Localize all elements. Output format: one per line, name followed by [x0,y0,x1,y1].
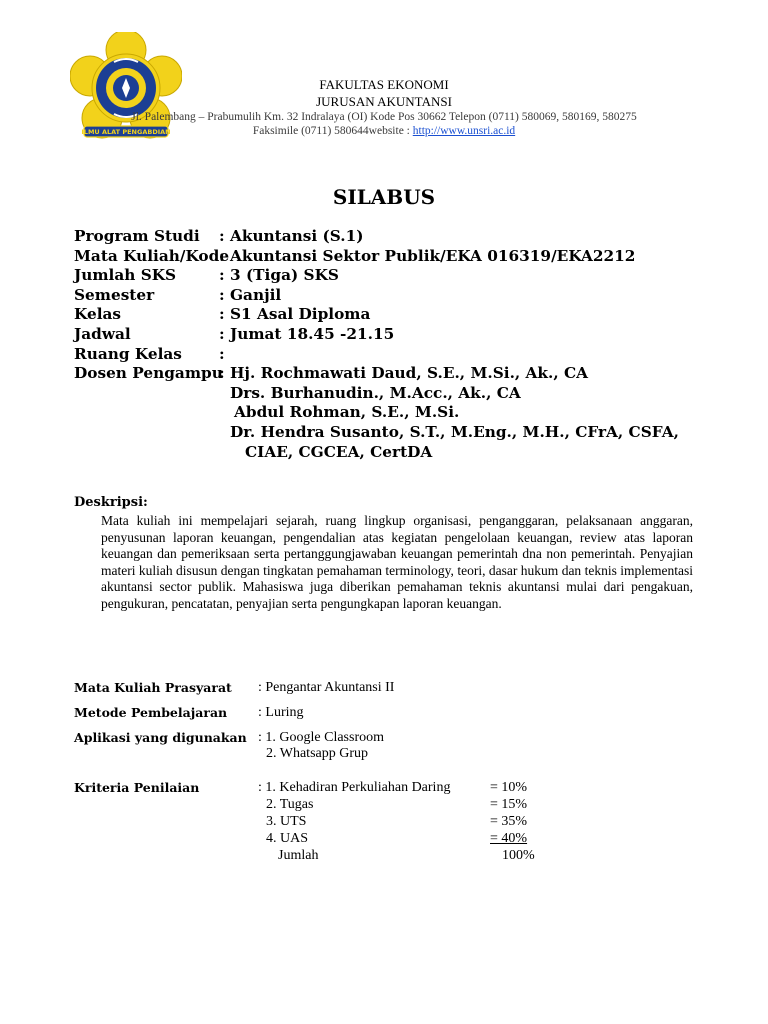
fax-line [0,124,768,139]
dosen-name: Abdul Rohman, S.E., M.Si. [234,403,460,422]
dosen-name: CIAE, CGCEA, CertDA [245,442,433,461]
kriteria-percent: = 40% [490,831,528,846]
dosen-name: Drs. Burhanudin., M.Acc., Ak., CA [230,383,521,402]
metode-label: Metode Pembelajaran [74,705,228,720]
faculty-name: FAKULTAS EKONOMI [319,77,449,92]
info-value: : Hj. Rochmawati Daud, S.E., M.Si., Ak., CA [219,364,589,383]
kriteria-percent: = 35% [490,814,528,829]
info-label: Jadwal [74,324,131,343]
aplikasi-item: 2. Whatsapp Grup [266,746,368,761]
total-label: Jumlah [278,848,319,863]
info-value: : Akuntansi Sektor Publik/EKA 016319/EKA2212 [219,246,636,265]
info-label: Program Studi [74,227,200,245]
description-text: Mata kuliah ini mempelajari sejarah, ruang lingkup organisasi, penganggaran, pelaksanaan anggaran, penyusunan laporan keuangan, pengendalian atas kegiatan pengelolaan keuangan, review atas laporan keuangan dan pemeriksaan serta pertanggungjawaban keuangan pemerintah dna non pemerintah. Penyajian materi kuliah disusun dengan tingkatan pemahaman terminology, teori, dasar hukum dan teknis implementasi akuntansi sector publik. Mahasiswa juga diberikan pemahaman teknis akuntansi mulai dari pengakuan, pengukuran, pencatatan, penyajian serta pengungkapan laporan keuangan. [101,513,693,611]
info-label: Ruang Kelas [74,344,182,363]
info-label: Dosen Pengampu [74,364,223,383]
info-value: : 3 (Tiga) SKS [219,266,339,285]
logo-motto: ILMU ALAT PENGABDIAN [81,128,171,136]
kriteria-item: 4. UAS [266,831,309,846]
info-label: Mata Kuliah/Kode [74,246,230,265]
prasyarat-label: Mata Kuliah Prasyarat [74,680,232,695]
info-value: : Akuntansi (S.1) [219,227,364,245]
dosen-name: Dr. Hendra Susanto, S.T., M.Eng., M.H., CFrA, CSFA, [230,422,679,441]
aplikasi-item: : 1. Google Classroom [258,730,384,745]
kriteria-item: 3. UTS [266,814,307,829]
prasyarat-value: : Pengantar Akuntansi II [258,680,395,695]
department-name: JURUSAN AKUNTANSI [316,94,452,109]
info-value: : Jumat 18.45 -21.15 [219,324,395,343]
info-value: : Ganjil [219,285,282,304]
kriteria-label: Kriteria Penilaian [74,780,200,795]
kriteria-percent: = 10% [490,780,528,795]
info-label: Kelas [74,305,122,324]
info-label: Jumlah SKS [74,266,177,285]
kriteria-item: : 1. Kehadiran Perkuliahan Daring [258,780,451,795]
address-line: Jl. Palembang – Prabumulih Km. 32 Indralaya (OI) Kode Pos 30662 Telepon (0711) 580069, 580169, 580275 [131,111,637,123]
info-value: : [219,344,225,363]
description-label: Deskripsi: [74,495,148,510]
total-value: 100% [502,848,535,863]
website-link[interactable]: http://www.unsri.ac.id [412,125,516,137]
document-title: SILABUS [332,185,436,209]
aplikasi-label: Aplikasi yang digunakan [74,730,247,745]
metode-value: : Luring [258,705,304,720]
info-label: Semester [74,285,155,304]
fax-text: Faksimile (0711) 580644website : [252,125,413,137]
info-value: : S1 Asal Diploma [219,305,371,324]
kriteria-item: 2. Tugas [266,797,314,812]
kriteria-percent: = 15% [490,797,528,812]
